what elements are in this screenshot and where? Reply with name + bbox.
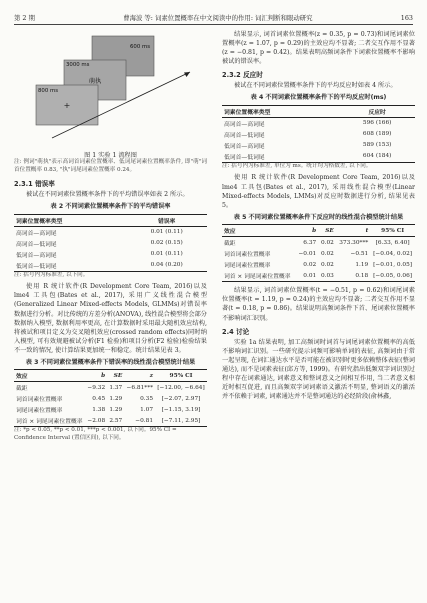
rt-results-paragraph: 结果显示, 词首词素位置概率(t = −0.51, p = 0.62)和词尾词素位置概率(t = 1.19, p = 0.24)的主效应均不显著; 二者交互作用不显著(t = 0.18, p = 0.86)。结果说明高频词条件下首、尾词素位置概率不影响词汇识别。	[222, 287, 415, 322]
table-cell: 词尾词素位置概率	[16, 408, 63, 415]
duration-label-2: 3000 ms	[66, 62, 90, 68]
table-4-header: 反应时	[368, 109, 386, 116]
table-5-header: 95% CI	[381, 227, 405, 234]
table-cell: 0.35	[140, 395, 154, 402]
table-cell: [−0.05, 0.06]	[373, 272, 413, 279]
table-cell: 1.37	[109, 384, 123, 391]
section-2-4-heading: 2.4 讨论	[222, 327, 250, 336]
table-4-note: 注: 括号内为标准差, 单位为 ms。统计均为格数差, 以下同。	[222, 162, 372, 169]
table-cell: 0.45	[92, 395, 106, 402]
table-cell: 词首 × 词尾词素位置概率	[16, 419, 83, 426]
error-rate-results: 结果显示, 词首词素位置概率(z = 0.35, p = 0.73)和词尾词素位置概率(z = 1.07, p = 0.29)的主效应均不显著; 二者交互作用不显著(z = −0.81, p = 0.42)。结果表明高频词条件下词素位置概率不影响被试的错误率。	[222, 31, 415, 66]
table-5-header: 效应	[224, 229, 236, 236]
table-cell: [6.33, 6.40]	[375, 239, 410, 246]
table-5	[222, 224, 415, 282]
table-row	[14, 393, 207, 404]
table-cell: [−7.11, 2.95]	[161, 417, 201, 424]
table-row	[222, 237, 415, 249]
table-cell: [−1.15, 3.19]	[161, 406, 201, 413]
figure-caption: 图 1 实验 1 流程图	[84, 152, 137, 159]
table-4-caption: 表 4 不同词素位置概率条件下的平均反应时(ms)	[250, 94, 387, 102]
table-cell: 589 (153)	[362, 142, 392, 149]
section-2-3-1-text: 被试在不同词素位置概率条件下的平均错误率如表 2 所示。	[26, 191, 189, 199]
table-row	[222, 270, 415, 282]
page-number: 163	[400, 14, 413, 22]
table-cell: −0.01	[298, 250, 317, 257]
analysis-paragraph: 使用 R 统计软件(R Development Core Team, 2016)以及 lme4 工具包(Bates et al., 2017), 采用广义线性混合模型(Generalized Linear Mixed-effects Models, GLMMs)对错误率数据进行分析。对比传统的方差分析(ANOVA), 线性混合模型将会部分数据纳入模型, 数据利用率更高, 在计算数据时采用最大随机效应结构, 将被试和项目定义为交叉随机效应(crossed random effects)同时纳入模型, 可有效规避被试分析(F1 检验)和项目分析(F2 检验)检验结果不一致的情况, 使计算结果更加统一和稳定。统计结果见表 3。	[14, 283, 207, 354]
table-row	[14, 249, 207, 260]
trial-procedure-diagram	[14, 30, 207, 148]
table-cell: 1.29	[109, 395, 123, 402]
section-2-3-1-heading: 2.3.1 错误率	[14, 180, 55, 189]
table-cell: 373.30***	[339, 239, 369, 246]
table-cell: 0.03	[320, 272, 334, 279]
table-cell: [−12.00, −6.64]	[157, 384, 205, 391]
table-cell: −6.81***	[126, 384, 154, 391]
table-cell: 1.19	[355, 261, 369, 268]
fixation-cross: +	[63, 101, 71, 110]
table-3-header: 效应	[16, 374, 28, 381]
running-title: 曹海波 等: 词素位置概率在中文阅读中的作用: 词汇判断和眼动研究	[123, 14, 313, 22]
table-row	[14, 238, 207, 249]
table-cell: 0.01 (0.11)	[150, 229, 183, 236]
table-cell: 2.57	[109, 417, 123, 424]
table-3-header: SE	[113, 372, 123, 379]
table-cell: 高词首—低词尾	[224, 132, 265, 139]
table-4	[222, 105, 415, 163]
duration-label-1: 600 ms	[130, 44, 151, 50]
table-cell: 0.18	[355, 272, 369, 279]
table-3-note: 注: *p < 0.05, **p < 0.01, ***p < 0.001, 以下同。95% CI = Confidence Interval (置信区间), 以下同。	[14, 427, 177, 442]
table-cell: 词首词素位置概率	[16, 397, 63, 404]
table-cell: 0.02	[320, 250, 334, 257]
table-cell: 1.38	[92, 406, 106, 413]
table-cell: 0.02	[303, 261, 317, 268]
table-2-note: 注: 括号内为标准差, 以下同。	[14, 271, 89, 278]
table-5-header: t	[365, 227, 369, 234]
table-cell: [−0.04, 0.02]	[373, 250, 413, 257]
table-cell: −0.51	[350, 250, 369, 257]
table-row	[14, 415, 207, 427]
table-row	[14, 404, 207, 415]
table-cell: [−2.07, 2.97]	[161, 395, 201, 402]
table-cell: 高词首—高词尾	[224, 121, 265, 128]
table-cell: 596 (166)	[362, 120, 392, 127]
table-cell: 1.29	[109, 406, 123, 413]
table-cell: 词首词素位置概率	[224, 252, 271, 259]
table-cell: [−0.01, 0.05]	[373, 261, 413, 268]
table-5-header: SE	[325, 227, 334, 234]
table-row	[222, 248, 415, 259]
figure-1	[14, 30, 207, 148]
table-cell: 0.04 (0.20)	[150, 262, 183, 269]
table-3	[14, 369, 207, 427]
table-5-caption: 表 5 不同词素位置概率条件下反应时的线性混合模型统计结果	[233, 213, 404, 221]
table-cell: 低词首—高词尾	[224, 143, 265, 150]
table-cell: −9.32	[87, 384, 106, 391]
table-4-header: 词素位置概率类型	[224, 109, 271, 116]
table-cell: 低词首—低词尾	[224, 154, 265, 161]
table-cell: 高词首—高词尾	[16, 230, 57, 237]
table-2-header: 词素位置概率类型	[16, 218, 63, 225]
table-2-header: 错误率	[157, 218, 176, 225]
table-2	[14, 214, 207, 272]
table-cell: 1.07	[140, 406, 154, 413]
table-cell: 0.01	[303, 272, 317, 279]
table-cell: 截距	[16, 386, 28, 393]
table-3-caption: 表 3 不同词素位置概率条件下错误率的线性混合模型统计结果	[25, 359, 196, 367]
table-cell: 低词首—低词尾	[16, 263, 57, 270]
table-cell: 0.01 (0.11)	[150, 251, 183, 258]
table-cell: −0.81	[135, 417, 154, 424]
table-row	[14, 260, 207, 272]
issue-number: 第 2 期	[14, 14, 35, 22]
table-row	[222, 140, 415, 151]
lmm-method-paragraph: 使用 R 统计软件(R Development Core Team, 2016)以及 lme4 工具包(Bates et al., 2017), 采用线性混合模型(Linear Mixed-effects Models, LMMs)对反应时数据进行分析, 结果见表 5。	[222, 174, 415, 209]
table-row	[222, 259, 415, 270]
table-row	[222, 129, 415, 140]
right-column	[222, 30, 415, 401]
table-3-header: b	[101, 372, 106, 379]
running-header	[14, 12, 413, 25]
table-cell: −2.08	[87, 417, 106, 424]
section-2-3-2-heading: 2.3.2 反应时	[222, 71, 263, 80]
table-row	[222, 117, 415, 129]
figure-note: 注: 例词"萌执"表示高词首词素位置概率、低词尾词素位置概率条件, 即"萌"词首位置概率 0.83, "执"词尾词素位置概率 0.24。	[14, 159, 207, 173]
table-cell: 低词首—高词尾	[16, 252, 57, 259]
table-cell: 608 (189)	[362, 131, 392, 138]
duration-label-3: 800 ms	[38, 88, 59, 94]
table-cell: 0.02	[320, 261, 334, 268]
discussion-paragraph: 实验 1a 结果表明, 加工高频词时词首与词尾词素位置概率的高低不影响词汇识别。一些研究提示词频可影响单词的表征, 高频词由于常一起呈现, 在词汇通达水平是否可能在被识别时更多依赖整体表征(整词通达), 而不是词素表征(邱方等, 1999)。有研究指出低频双字词识别过程中存在词素通达, 词素意义和整词意义之间相互作用, 当二者意义相近时相互促进, 而且高频双字词词素语义激活不明显, 整词语义的激活并不依赖于词素, 词素通达并不是整词通达的必经阶段(俞林鑫,	[222, 338, 415, 401]
table-cell: 截距	[224, 241, 236, 248]
table-cell: 604 (184)	[362, 153, 392, 160]
stimulus-word: 萌执	[88, 78, 102, 85]
table-5-header: b	[312, 227, 317, 234]
section-2-3-2-text: 被试在不同词素位置概率条件下的平均反应时如表 4 所示。	[234, 82, 397, 90]
table-cell: 6.37	[303, 239, 317, 246]
table-cell: 高词首—低词尾	[16, 241, 57, 248]
table-row	[222, 151, 415, 163]
table-cell: 词首 × 词尾词素位置概率	[224, 274, 291, 281]
table-cell: 0.02 (0.15)	[150, 240, 183, 247]
table-2-caption: 表 2 不同词素位置概率条件下的平均错误率	[50, 203, 171, 211]
left-column	[14, 30, 207, 446]
table-3-header: 95% CI	[169, 372, 193, 379]
table-row	[14, 226, 207, 238]
table-cell: 0.02	[320, 239, 334, 246]
table-3-header: z	[149, 372, 154, 379]
table-row	[14, 382, 207, 394]
table-cell: 词尾词素位置概率	[224, 263, 271, 270]
